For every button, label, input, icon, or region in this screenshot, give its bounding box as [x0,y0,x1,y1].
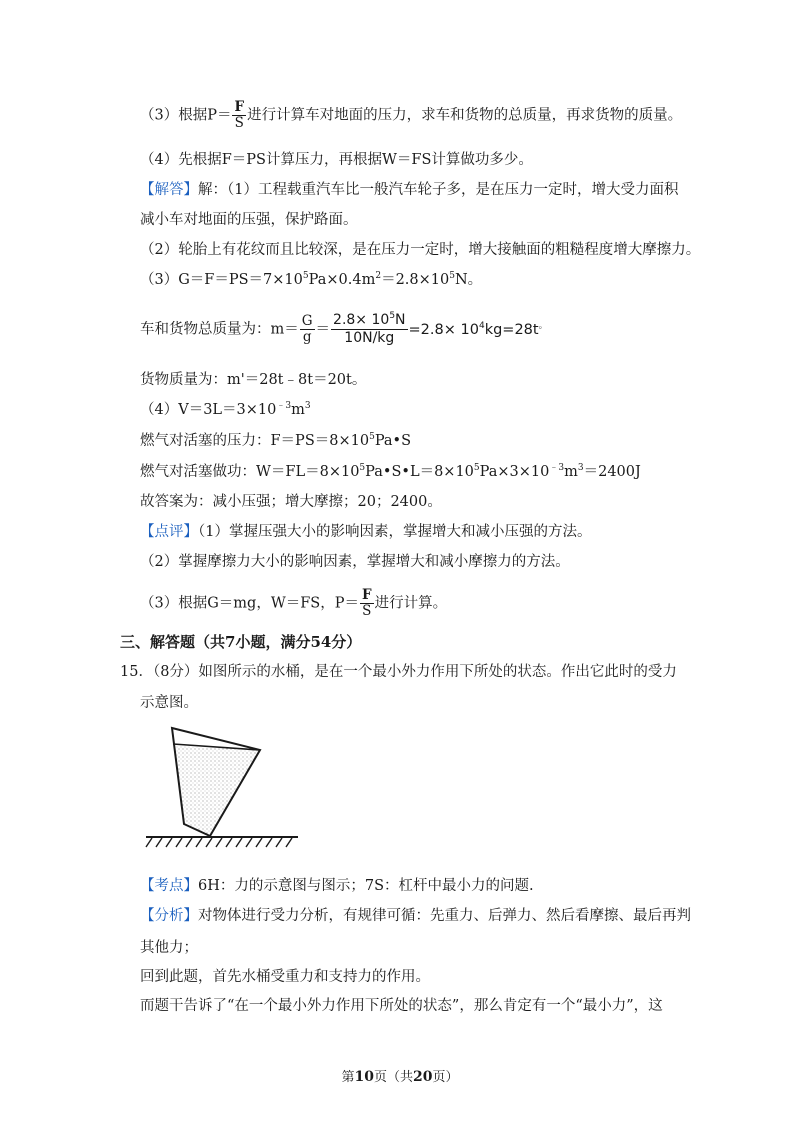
line-knowledge-point: 【考点】6H：力的示意图与图示；7S：杠杆中最小力的问题. [140,878,534,894]
fraction-g-over-g: $\frac{G}{g}$ [301,313,313,345]
line-gas-work: 燃气对活塞做功：$W=FL=8\times 10^5Pa•S•L=8\times 10^5Pa\times 3\times 10^{﹣3}m^3=2400J$ [140,463,641,480]
line-answer-1-cont: 减小车对地面的压强，保护路面。 [140,212,358,228]
analysis-tag: 【分析】 [140,908,198,924]
line-analysis-3: 回到此题，首先水桶受重力和支持力的作用。 [140,969,430,985]
line-cargo-mass: 货物质量为：m'＝28t﹣8t＝20t。 [140,372,367,388]
line-analysis-2: 其他力； [140,940,198,956]
page-number: 10 [354,1069,374,1085]
line-gas-force: 燃气对活塞的压力：$F=PS=8\times 10^5Pa•S$ [140,432,412,449]
line-answer-4: $(4)V=3L=3\times 10^{﹣3}m^3$ [140,401,311,418]
fraction-f-over-s: $\frac{F}{S}$ [234,99,245,131]
line-hint-3: （3）根据P＝ $\frac{F}{S}$ 进行计算车对地面的压力，求车和货物的总质量，再求货物的质量。 [140,99,683,131]
question-15: 15．（8分）如图所示的水桶，是在一个最小外力作用下所处的状态。作出它此时的受力 [120,664,677,680]
comment-tag: 【点评】 [140,524,198,540]
answer-tag: 【解答】 [140,182,198,198]
fraction-f-over-s-2: $\frac{F}{S}$ [362,587,372,619]
section-heading: 三、解答题（共7小题，满分54分） [120,633,362,651]
total-pages: 20 [413,1069,433,1085]
line-comment-2: （2）掌握摩擦力大小的影响因素，掌握增大和减小摩擦力的方法。 [140,554,570,570]
line-comment-3: （3）根据G＝mg，W＝FS，P＝ $\frac{F}{S}$ 进行计算。 [140,587,448,619]
question-15-cont: 示意图。 [140,695,198,711]
line-answer-3: $(3)G=F=PS=7\times 10^5Pa\times 0.4m^2=2.8\times 10^5N$。 [140,271,483,288]
line-analysis-1: 【分析】对物体进行受力分析，有规律可循：先重力、后弹力、然后看摩擦、最后再判 [140,908,691,924]
line-hint-4: （4）先根据F＝PS计算压力，再根据W＝FS计算做功多少。 [140,152,533,168]
bucket-figure [142,720,302,850]
fraction-weight-over-g: $\frac{2.8\times 10^5N}{10N/kg}$ [333,311,406,346]
page-footer: 第10页（共20页） [341,1069,459,1085]
line-total-mass: 车和货物总质量为：m＝ $\frac{G}{g}$ ＝ $\frac{2.8\times 10^5N}{10N/kg}$ $=2.8\times 10^4kg=28t^。$ [140,311,548,346]
line-answer-2: （2）轮胎上有花纹而且比较深，是在压力一定时，增大接触面的粗糙程度增大摩擦力。 [140,242,701,258]
knowledge-tag: 【考点】 [140,878,198,894]
line-comment-1: 【点评】（1）掌握压强大小的影响因素，掌握增大和减小压强的方法。 [140,524,592,540]
ground-hatch [146,838,292,847]
line-answer-1: 【解答】解：（1）工程载重汽车比一般汽车轮子多，是在压力一定时，增大受力面积 [140,182,679,198]
line-final-answer: 故答案为：减小压强；增大摩擦；20；2400。 [140,494,442,510]
line-analysis-4: 而题干告诉了“在一个最小外力作用下所处的状态”，那么肯定有一个“最小力”，这 [140,998,663,1014]
